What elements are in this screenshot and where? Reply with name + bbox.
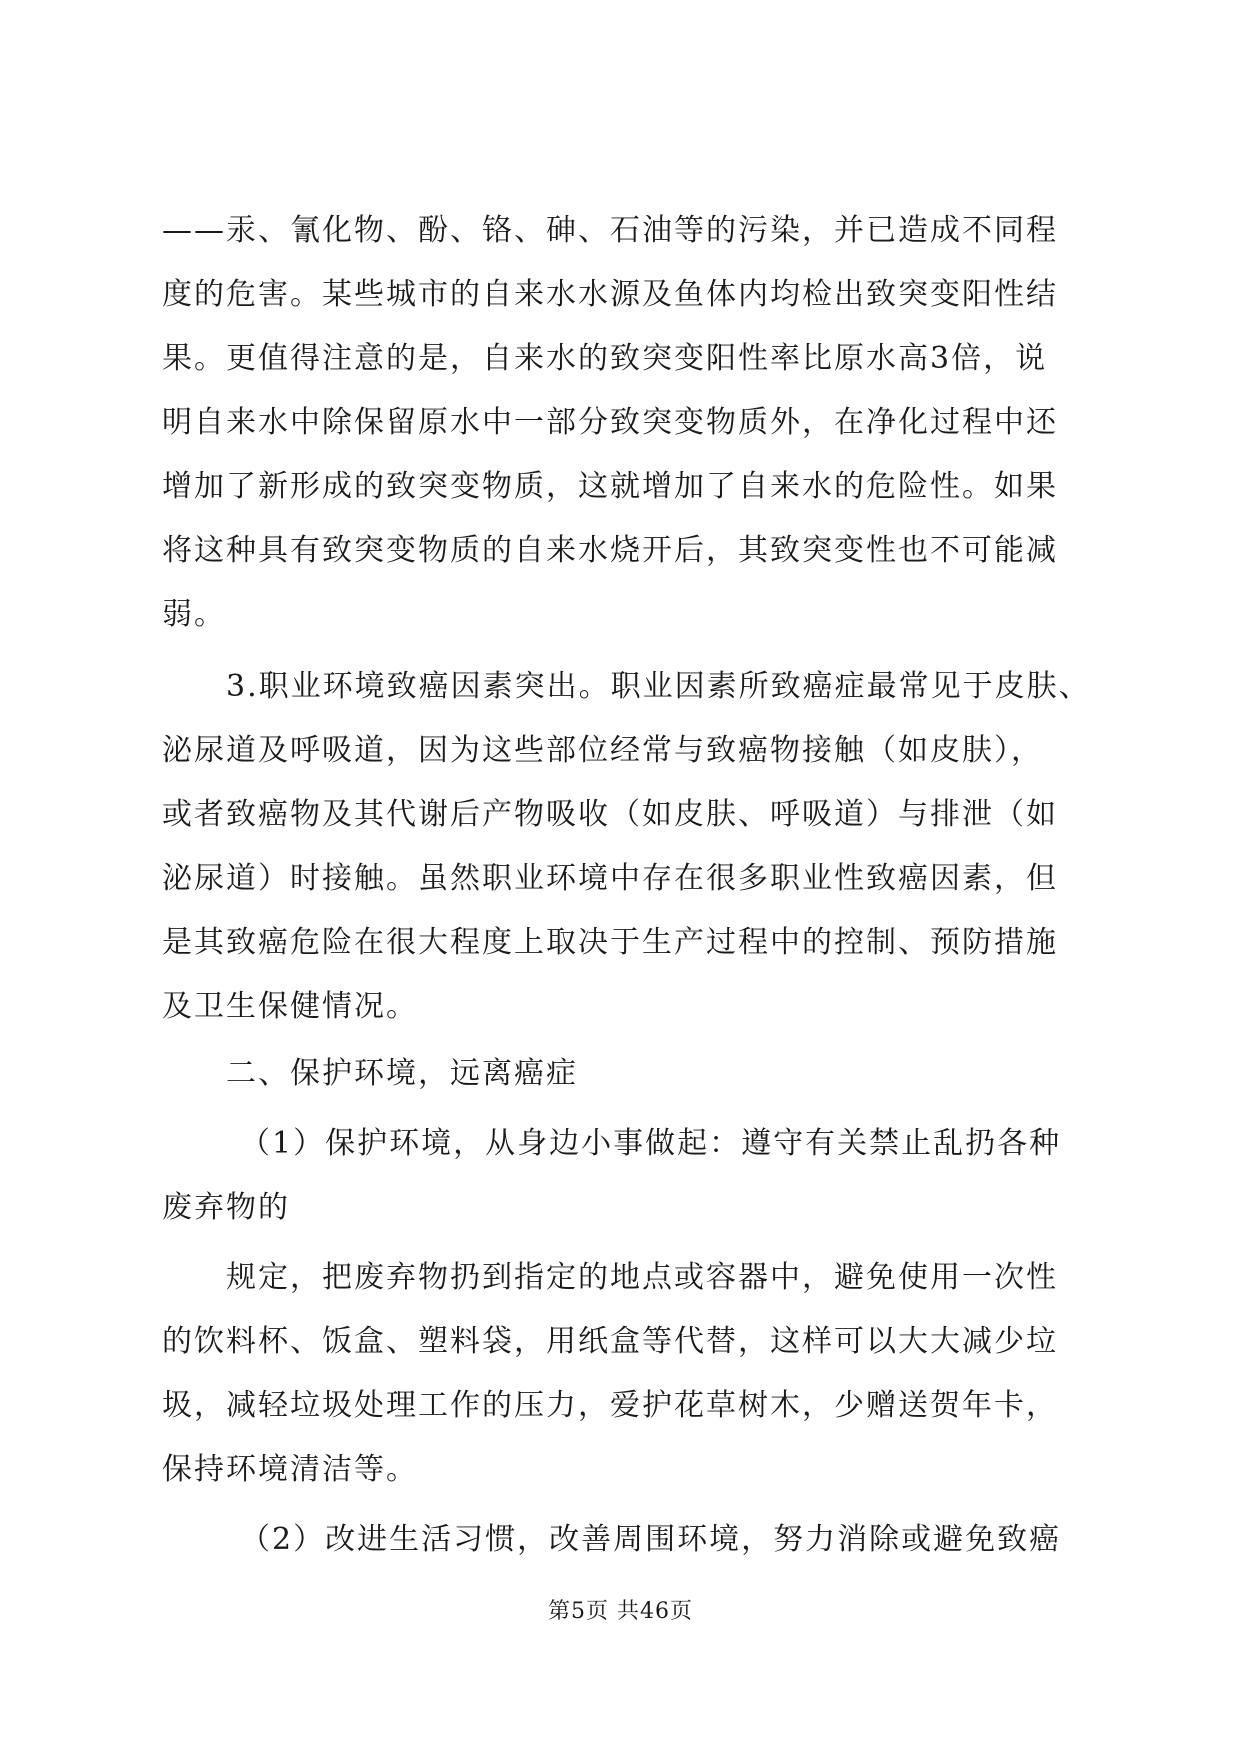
text-line: 弱。 — [162, 597, 226, 632]
text-line: 或者致癌物及其代谢后产物吸收（如皮肤、呼吸道）与排泄（如 — [162, 797, 1058, 832]
text-line: 增加了新形成的致突变物质，这就增加了自来水的危险性。如果 — [162, 469, 1058, 504]
text-line: 规定，把废弃物扔到指定的地点或容器中，避免使用一次性 — [226, 1260, 1058, 1295]
text-line: 明自来水中除保留原水中一部分致突变物质外，在净化过程中还 — [162, 405, 1058, 440]
text-line: 泌尿道及呼吸道，因为这些部位经常与致癌物接触（如皮肤）， — [162, 733, 1043, 768]
text-line: 圾，减轻垃圾处理工作的压力，爱护花草树木，少赠送贺年卡， — [162, 1388, 1058, 1423]
text-line: 是其致癌危险在很大程度上取决于生产过程中的控制、预防措施 — [162, 925, 1058, 960]
paragraph-3-heading-line: 3.职业环境致癌因素突出。职业因素所致癌症最常见于皮肤、 — [226, 669, 1091, 704]
section-heading: 二、保护环境，远离癌症 — [226, 1056, 578, 1091]
item-2-line: （2）改进生活习惯，改善周围环境，努力消除或避免致癌 — [240, 1522, 1062, 1557]
text-line: 度的危害。某些城市的自来水水源及鱼体内均检出致突变阳性结 — [162, 277, 1058, 312]
text-line: 废弃物的 — [162, 1190, 290, 1225]
text-line: 及卫生保健情况。 — [162, 989, 418, 1024]
text-line: 果。更值得注意的是，自来水的致突变阳性率比原水高3倍，说 — [162, 341, 1048, 376]
text-line: 泌尿道）时接触。虽然职业环境中存在很多职业性致癌因素，但 — [162, 861, 1058, 896]
text-line: 将这种具有致突变物质的自来水烧开后，其致突变性也不可能减 — [162, 533, 1058, 568]
text-line: 的饮料杯、饭盒、塑料袋，用纸盒等代替，这样可以大大减少垃 — [162, 1324, 1058, 1359]
text-line: 保持环境清洁等。 — [162, 1452, 418, 1487]
text-line: ——汞、氰化物、酚、铬、砷、石油等的污染，并已造成不同程 — [162, 213, 1058, 248]
item-1-line: （1）保护环境，从身边小事做起：遵守有关禁止乱扔各种 — [240, 1126, 1062, 1161]
page-number: 第5页 共46页 — [548, 1599, 693, 1624]
